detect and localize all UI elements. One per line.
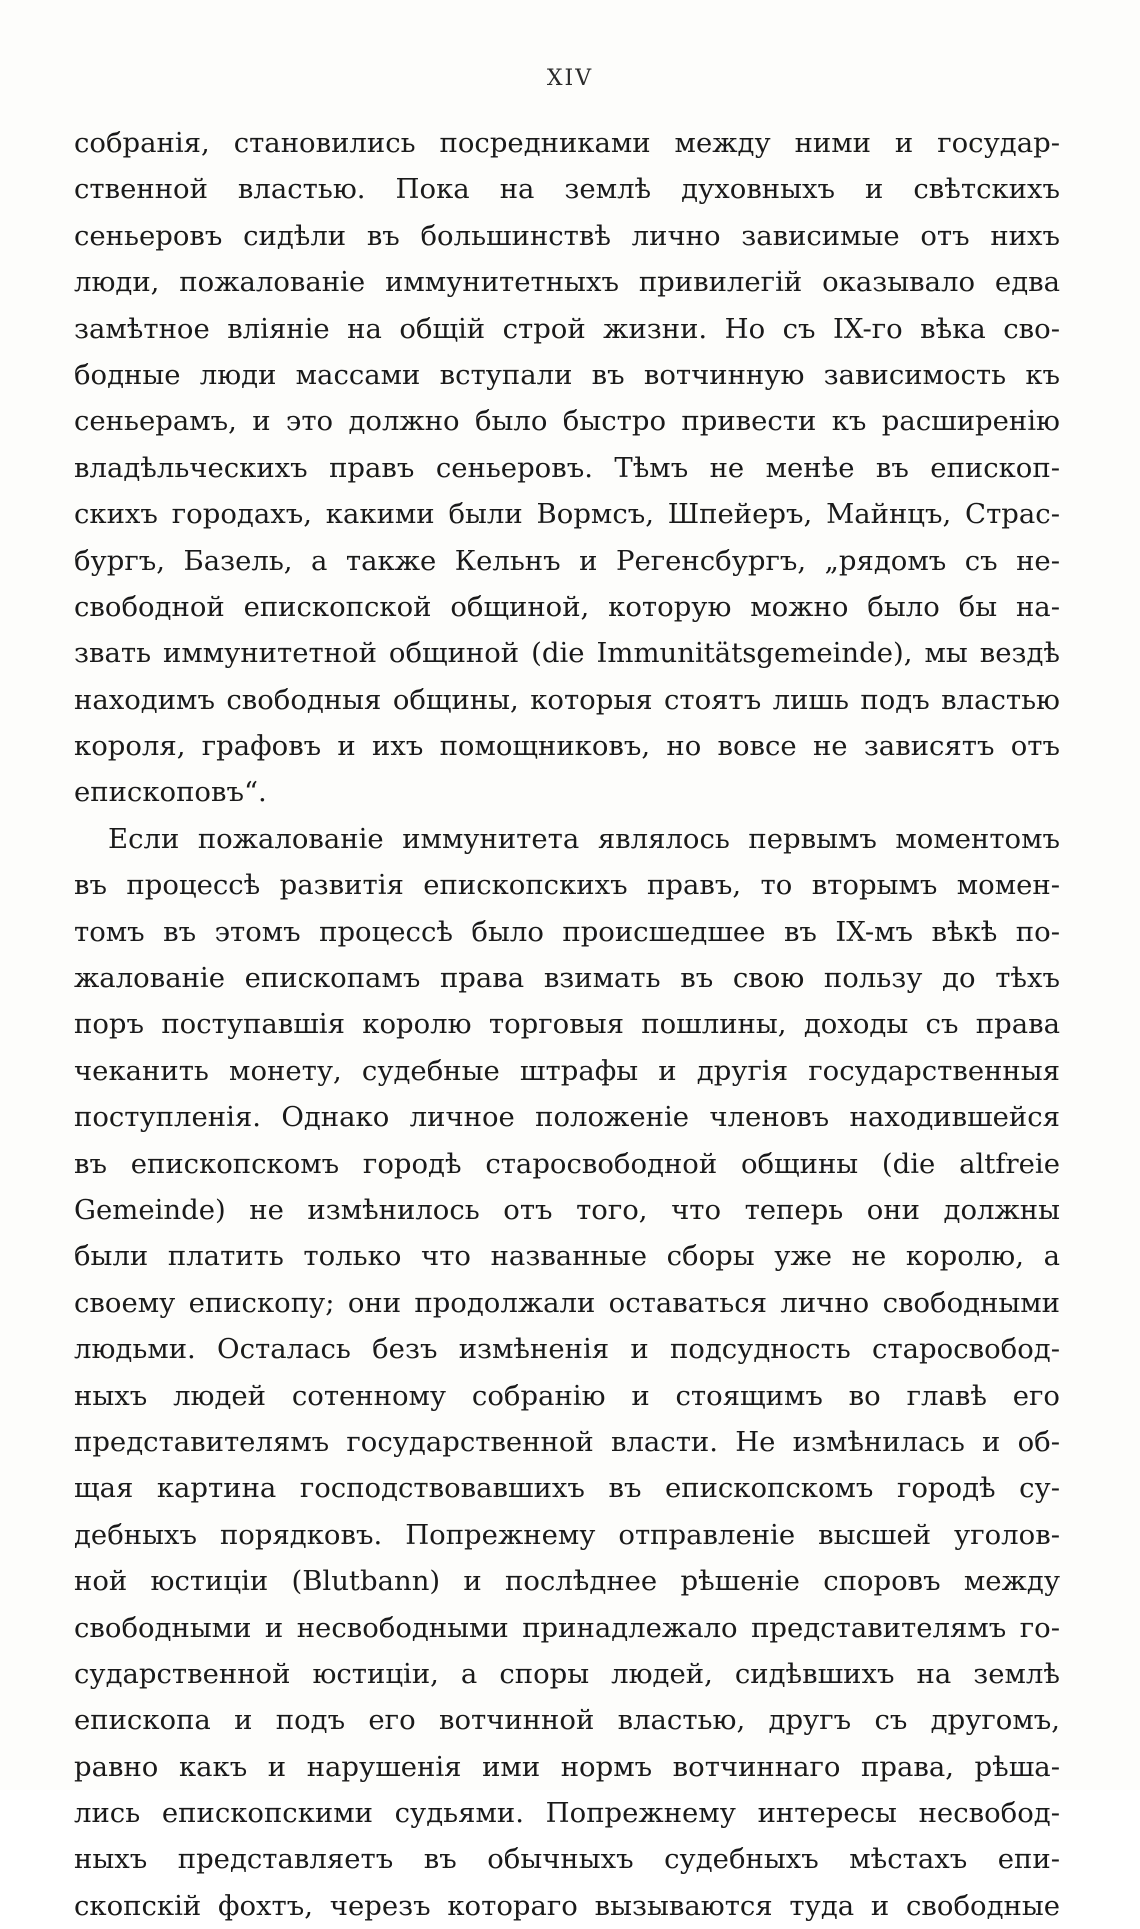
text-line: бургъ, Базель, а также Кельнъ и Регенсбургъ, „рядомъ съ не- bbox=[74, 544, 1060, 577]
text-line: ныхъ представляетъ въ обычныхъ судебныхъ мѣстахъ епи- bbox=[74, 1843, 1060, 1876]
text-line: поступленія. Однако личное положеніе членовъ находившейся bbox=[74, 1101, 1060, 1134]
text-line: равно какъ и нарушенія ими нормъ вотчиннаго права, рѣша- bbox=[74, 1750, 1060, 1783]
text-line: епископа и подъ его вотчинной властью, другъ съ другомъ, bbox=[74, 1704, 1060, 1737]
text-line: лись епископскими судьями. Попрежнему интересы несвобод- bbox=[74, 1797, 1060, 1830]
text-line: владѣльческихъ правъ сеньеровъ. Тѣмъ не менѣе въ епископ- bbox=[74, 451, 1060, 484]
text-line: жалованіе епископамъ права взимать въ свою пользу до тѣхъ bbox=[74, 962, 1060, 995]
text-line: бодные люди массами вступали въ вотчинную зависимость къ bbox=[74, 358, 1060, 391]
text-line: были платить только что названные сборы уже не королю, а bbox=[74, 1240, 1060, 1273]
text-line: сеньерамъ, и это должно было быстро привести къ расширенію bbox=[74, 405, 1060, 438]
text-line: замѣтное вліяніе на общій строй жизни. Но съ IX-го вѣка сво- bbox=[74, 312, 1060, 345]
paragraph-2 bbox=[74, 816, 1060, 1929]
text-line: собранія, становились посредниками между ними и государ- bbox=[74, 127, 1060, 159]
text-line: чеканить монету, судебные штрафы и другія государственныя bbox=[74, 1054, 1060, 1087]
text-line: сударственной юстиціи, а споры людей, сидѣвшихъ на землѣ bbox=[74, 1657, 1060, 1690]
body-text bbox=[74, 120, 1060, 1929]
text-line: въ процессѣ развитія епископскихъ правъ, то вторымъ момен- bbox=[74, 869, 1060, 902]
text-line: въ епископскомъ городѣ старосвободной общины (die altfreie bbox=[74, 1147, 1060, 1180]
text-line: люди, пожалованіе иммунитетныхъ привилегій оказывало едва bbox=[74, 266, 1060, 299]
text-line: поръ поступавшія королю торговыя пошлины, доходы съ права bbox=[74, 1008, 1060, 1041]
text-line: ныхъ людей сотенному собранію и стоящимъ во главѣ его bbox=[74, 1379, 1060, 1412]
text-line: звать иммунитетной общиной (die Immunitätsgemeinde), мы вездѣ bbox=[74, 637, 1060, 670]
text-line: щая картина господствовавшихъ въ епископскомъ городѣ су- bbox=[74, 1472, 1060, 1505]
text-line: Gemeinde) не измѣнилось отъ того, что теперь они должны bbox=[74, 1193, 1060, 1226]
text-line: свободной епископской общиной, которую можно было бы на- bbox=[74, 590, 1060, 623]
page-number: XIV bbox=[546, 66, 594, 91]
text-line: представителямъ государственной власти. Не измѣнилась и об- bbox=[74, 1425, 1060, 1458]
text-line: короля, графовъ и ихъ помощниковъ, но вовсе не зависятъ отъ bbox=[74, 730, 1060, 763]
text-line: находимъ свободныя общины, которыя стоятъ лишь подъ властью bbox=[74, 683, 1060, 716]
text-line: ной юстиціи (Blutbann) и послѣднее рѣшеніе споровъ между bbox=[74, 1565, 1060, 1598]
text-line: скопскій фохтъ, черезъ котораго вызываются туда и свободные bbox=[74, 1889, 1060, 1922]
text-line: людьми. Осталась безъ измѣненія и подсудность старосвобод- bbox=[74, 1333, 1060, 1366]
paragraph-1 bbox=[74, 120, 1060, 816]
text-line: епископовъ“. bbox=[74, 776, 267, 809]
text-line: ственной властью. Пока на землѣ духовныхъ и свѣтскихъ bbox=[74, 173, 1060, 206]
text-line: свободными и несвободными принадлежало представителямъ го- bbox=[74, 1611, 1060, 1644]
text-line: своему епископу; они продолжали оставаться лично свободными bbox=[74, 1286, 1060, 1319]
text-line: дебныхъ порядковъ. Попрежнему отправленіе высшей уголов- bbox=[74, 1518, 1060, 1551]
text-line: сеньеровъ сидѣли въ большинствѣ лично зависимые отъ нихъ bbox=[74, 219, 1060, 252]
text-line: скихъ городахъ, какими были Вормсъ, Шпейеръ, Майнцъ, Страс- bbox=[74, 498, 1060, 531]
text-line: томъ въ этомъ процессѣ было происшедшее въ IX-мъ вѣкѣ по- bbox=[74, 915, 1060, 948]
text-line: Если пожалованіе иммунитета являлось первымъ моментомъ bbox=[108, 822, 1060, 855]
